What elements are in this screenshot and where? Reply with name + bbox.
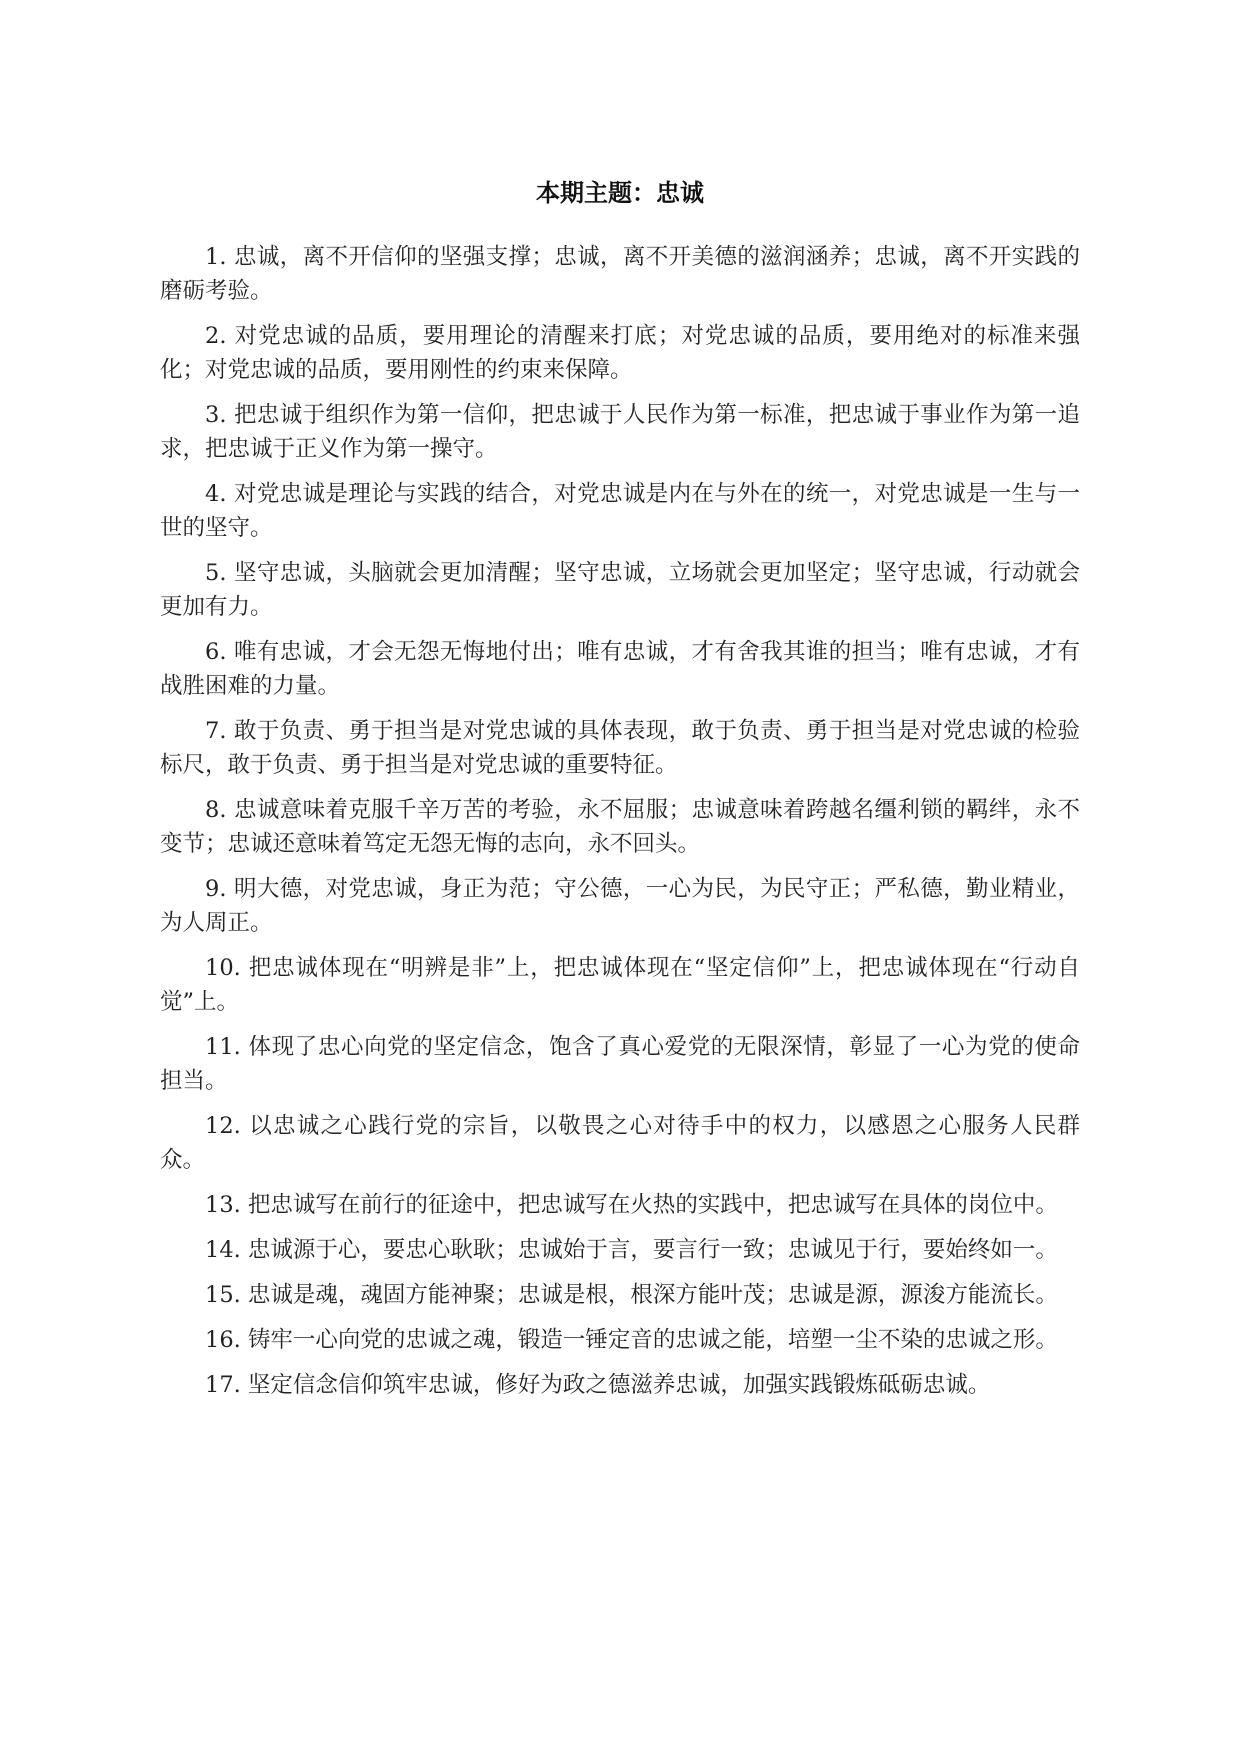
document-page — [160, 176, 1080, 1413]
list-item: 16. 铸牢一心向党的忠诚之魂，锻造一锤定音的忠诚之能，培塑一尘不染的忠诚之形。 — [205, 1327, 1058, 1353]
list-item: 13. 把忠诚写在前行的征途中，把忠诚写在火热的实践中，把忠诚写在具体的岗位中。 — [205, 1192, 1058, 1218]
list-item: 8. 忠诚意味着克服千辛万苦的考验，永不屈服；忠诚意味着跨越名缰利锁的羁绊，永不变节；忠诚还意味着笃定无怨无悔的志向，永不回头。 — [160, 797, 1080, 857]
quote-list — [160, 240, 1080, 1402]
list-item: 14. 忠诚源于心，要忠心耿耿；忠诚始于言，要言行一致；忠诚见于行，要始终如一。 — [205, 1237, 1058, 1263]
list-item: 6. 唯有忠诚，才会无怨无悔地付出；唯有忠诚，才有舍我其谁的担当；唯有忠诚，才有战胜困难的力量。 — [160, 639, 1080, 699]
list-item: 5. 坚守忠诚，头脑就会更加清醒；坚守忠诚，立场就会更加坚定；坚守忠诚，行动就会更加有力。 — [160, 560, 1080, 620]
list-item: 1. 忠诚，离不开信仰的坚强支撑；忠诚，离不开美德的滋润涵养；忠诚，离不开实践的磨砺考验。 — [160, 244, 1080, 304]
list-item: 11. 体现了忠心向党的坚定信念，饱含了真心爱党的无限深情，彰显了一心为党的使命担当。 — [160, 1034, 1080, 1094]
list-item: 9. 明大德，对党忠诚，身正为范；守公德，一心为民，为民守正；严私德，勤业精业，为人周正。 — [160, 876, 1080, 936]
list-item: 12. 以忠诚之心践行党的宗旨，以敬畏之心对待手中的权力，以感恩之心服务人民群众。 — [160, 1113, 1080, 1173]
list-item: 17. 坚定信念信仰筑牢忠诚，修好为政之德滋养忠诚，加强实践锻炼砥砺忠诚。 — [205, 1372, 991, 1398]
list-item: 15. 忠诚是魂，魂固方能神聚；忠诚是根，根深方能叶茂；忠诚是源，源浚方能流长。 — [205, 1282, 1058, 1308]
page-title: 本期主题：忠诚 — [536, 179, 704, 207]
list-item: 2. 对党忠诚的品质，要用理论的清醒来打底；对党忠诚的品质，要用绝对的标准来强化；对党忠诚的品质，要用刚性的约束来保障。 — [160, 323, 1080, 383]
list-item: 3. 把忠诚于组织作为第一信仰，把忠诚于人民作为第一标准，把忠诚于事业作为第一追求，把忠诚于正义作为第一操守。 — [160, 402, 1080, 462]
list-item: 4. 对党忠诚是理论与实践的结合，对党忠诚是内在与外在的统一，对党忠诚是一生与一世的坚守。 — [160, 481, 1080, 541]
list-item: 7. 敢于负责、勇于担当是对党忠诚的具体表现，敢于负责、勇于担当是对党忠诚的检验标尺，敢于负责、勇于担当是对党忠诚的重要特征。 — [160, 718, 1080, 778]
list-item: 10. 把忠诚体现在“明辨是非”上，把忠诚体现在“坚定信仰”上，把忠诚体现在“行动自觉”上。 — [160, 955, 1080, 1015]
